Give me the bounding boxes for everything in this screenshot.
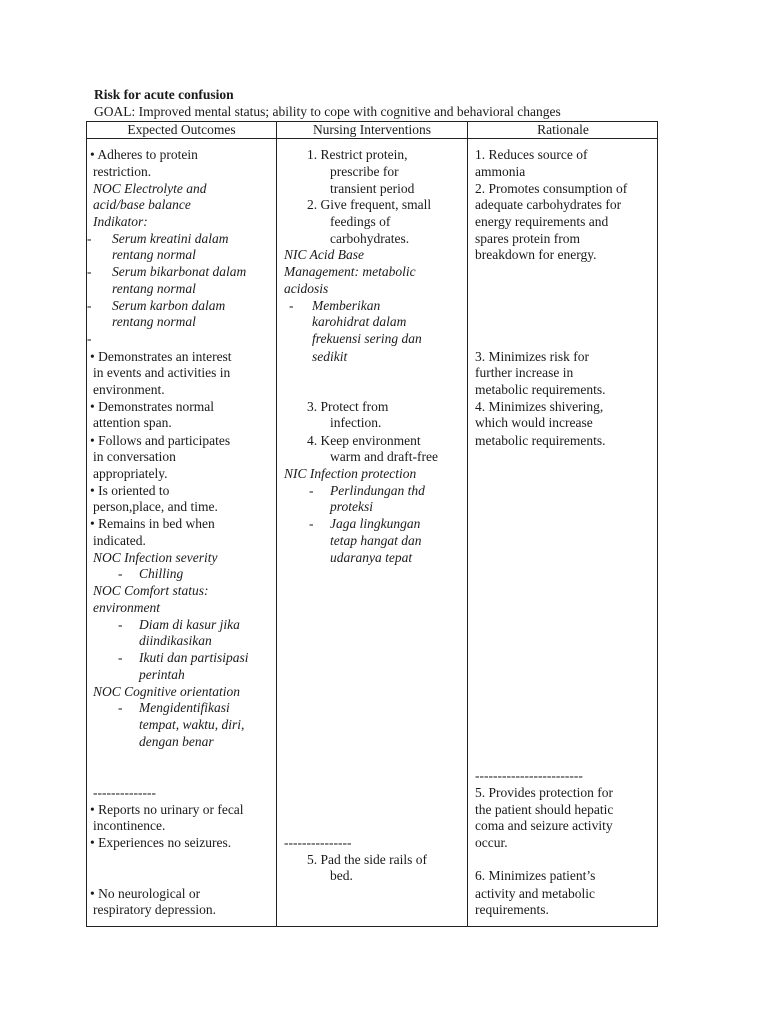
intervention-line: -	[309, 483, 314, 498]
intervention-line: -	[289, 298, 294, 313]
header-nursing-interventions: Nursing Interventions	[312, 122, 432, 137]
intervention-line: 3. Protect from	[307, 399, 389, 414]
outcome-line: Diam di kasur jika	[139, 617, 240, 632]
outcome-line: -	[118, 617, 123, 632]
outcome-line: --------------	[93, 785, 156, 800]
header-expected-outcomes: Expected Outcomes	[127, 122, 236, 137]
outcome-line: in events and activities in	[93, 365, 231, 380]
outcome-line: environment.	[93, 382, 165, 397]
outcome-line: -	[118, 700, 123, 715]
intervention-line: karohidrat dalam	[312, 314, 407, 329]
rationale-line: occur.	[475, 835, 508, 850]
intervention-line: 1. Restrict protein,	[307, 147, 408, 162]
intervention-line: tetap hangat dan	[330, 533, 422, 548]
rationale-line: further increase in	[475, 365, 574, 380]
intervention-line: infection.	[330, 415, 382, 430]
outcome-line: attention span.	[93, 415, 172, 430]
outcome-line: Chilling	[139, 566, 184, 581]
rationale-line: adequate carbohydrates for	[475, 197, 622, 212]
document-title: Risk for acute confusion	[94, 87, 234, 102]
rationale-line: energy requirements and	[475, 214, 609, 229]
outcome-line: perintah	[139, 667, 185, 682]
intervention-line: acidosis	[284, 281, 329, 296]
outcome-line: • No neurological or	[90, 886, 201, 901]
outcome-line: acid/base balance	[93, 197, 191, 212]
outcome-line: -	[87, 231, 92, 246]
intervention-line: frekuensi sering dan	[312, 331, 422, 346]
rationale-line: ------------------------	[475, 768, 583, 783]
header-divider	[86, 138, 658, 139]
intervention-line: udaranya tepat	[330, 550, 413, 565]
outcome-line: in conversation	[93, 449, 176, 464]
intervention-line: sedikit	[312, 349, 348, 364]
outcome-line: appropriately.	[93, 466, 168, 481]
intervention-line: -	[309, 516, 314, 531]
outcome-line: • Reports no urinary or fecal	[90, 802, 244, 817]
rationale-line: 2. Promotes consumption of	[475, 181, 628, 196]
outcome-line: Mengidentifikasi	[139, 700, 230, 715]
outcome-line: -	[87, 298, 92, 313]
outcome-line: indicated.	[93, 533, 146, 548]
outcome-line: • Follows and participates	[90, 433, 231, 448]
column-divider	[467, 121, 468, 927]
rationale-line: which would increase	[475, 415, 593, 430]
rationale-line: activity and metabolic	[475, 886, 595, 901]
outcome-line: -	[118, 566, 123, 581]
outcome-line: NOC Cognitive orientation	[93, 684, 240, 699]
intervention-line: NIC Acid Base	[284, 247, 364, 262]
rationale-line: 5. Provides protection for	[475, 785, 613, 800]
outcome-line: Indikator:	[93, 214, 148, 229]
goal-statement: GOAL: Improved mental status; ability to cope with cognitive and behavioral changes	[94, 104, 561, 119]
outcome-line: • Demonstrates an interest	[90, 349, 232, 364]
outcome-line: rentang normal	[112, 247, 196, 262]
outcome-line: • Adheres to protein	[90, 147, 198, 162]
column-divider	[276, 121, 277, 927]
intervention-line: 4. Keep environment	[307, 433, 421, 448]
outcome-line: Serum bikarbonat dalam	[112, 264, 247, 279]
outcome-line: incontinence.	[93, 818, 166, 833]
outcome-line: Serum karbon dalam	[112, 298, 226, 313]
outcome-line: • Is oriented to	[90, 483, 170, 498]
intervention-line: Jaga lingkungan	[330, 516, 421, 531]
intervention-line: proteksi	[330, 499, 373, 514]
intervention-line: feedings of	[330, 214, 391, 229]
intervention-line: warm and draft-free	[330, 449, 438, 464]
rationale-line: 1. Reduces source of	[475, 147, 588, 162]
intervention-line: Management: metabolic	[284, 264, 416, 279]
rationale-line: ammonia	[475, 164, 526, 179]
outcome-line: environment	[93, 600, 160, 615]
rationale-line: metabolic requirements.	[475, 433, 606, 448]
outcome-line: restriction.	[93, 164, 152, 179]
intervention-line: prescribe for	[330, 164, 399, 179]
outcome-line: NOC Electrolyte and	[93, 181, 207, 196]
outcome-line: dengan benar	[139, 734, 214, 749]
intervention-line: 2. Give frequent, small	[307, 197, 432, 212]
rationale-line: breakdown for energy.	[475, 247, 597, 262]
outcome-line: tempat, waktu, diri,	[139, 717, 245, 732]
rationale-line: metabolic requirements.	[475, 382, 606, 397]
rationale-line: the patient should hepatic	[475, 802, 614, 817]
outcome-line: person,place, and time.	[93, 499, 218, 514]
rationale-line: coma and seizure activity	[475, 818, 613, 833]
outcome-line: rentang normal	[112, 281, 196, 296]
rationale-line: 3. Minimizes risk for	[475, 349, 589, 364]
rationale-line: spares protein from	[475, 231, 580, 246]
outcome-line: • Experiences no seizures.	[90, 835, 232, 850]
outcome-line: • Remains in bed when	[90, 516, 215, 531]
outcome-line: Ikuti dan partisipasi	[139, 650, 249, 665]
header-rationale: Rationale	[537, 122, 589, 137]
outcome-line: diindikasikan	[139, 633, 212, 648]
outcome-line: -	[118, 650, 123, 665]
rationale-line: requirements.	[475, 902, 549, 917]
intervention-line: NIC Infection protection	[284, 466, 417, 481]
intervention-line: Memberikan	[312, 298, 381, 313]
outcome-line: Serum kreatini dalam	[112, 231, 229, 246]
outcome-line: respiratory depression.	[93, 902, 216, 917]
intervention-line: transient period	[330, 181, 415, 196]
intervention-line: carbohydrates.	[330, 231, 410, 246]
rationale-line: 6. Minimizes patient’s	[475, 868, 596, 883]
outcome-line: rentang normal	[112, 314, 196, 329]
rationale-line: 4. Minimizes shivering,	[475, 399, 604, 414]
intervention-line: Perlindungan thd	[330, 483, 425, 498]
outcome-line: -	[87, 264, 92, 279]
outcome-line: • Demonstrates normal	[90, 399, 214, 414]
intervention-line: bed.	[330, 868, 353, 883]
outcome-line: NOC Comfort status:	[93, 583, 209, 598]
outcome-line: NOC Infection severity	[93, 550, 218, 565]
intervention-line: ---------------	[284, 835, 352, 850]
intervention-line: 5. Pad the side rails of	[307, 852, 427, 867]
outcome-line: -	[87, 331, 92, 346]
